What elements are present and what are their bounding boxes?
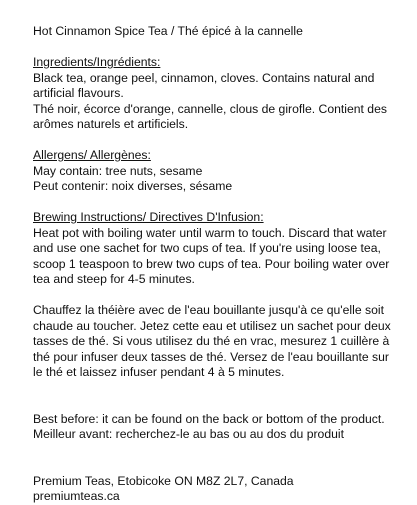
allergens-heading: Allergens/ Allergènes: [33,148,151,162]
brewing-english-line: scoop 1 teaspoon to brew two cups of tea. Pour boiling water over [33,256,390,271]
allergens-line: May contain: tree nuts, sesame [33,163,203,178]
brewing-french-line: Chauffez la théière avec de l'eau bouillante jusqu'à ce qu'elle soit [33,303,384,317]
ingredients-heading: Ingredients/Ingrédients: [33,55,161,69]
spacer [33,288,395,304]
brewing-english-line: and use one sachet for two cups of tea. If you're using loose tea, [33,241,381,255]
best-before-line: Best before: it can be found on the back or bottom of the product. [33,411,385,426]
spacer [33,195,395,211]
company-website: premiumteas.ca [33,489,120,503]
brewing-heading: Brewing Instructions/ Directives D'Infusion: [33,210,264,224]
allergens-line: Peut contenir: noix diverses, sésame [33,179,233,193]
brewing-french-line: le thé et laissez infuser pendant 4 à 5 minutes. [33,365,285,379]
brewing-french-line: chaude au toucher. Jetez cette eau et utilisez un sachet pour deux [33,318,391,333]
company-address: Premium Teas, Etobicoke ON M8Z 2L7, Canada [33,473,294,488]
spacer [33,133,395,149]
brewing-english-line: Heat pot with boiling water until warm to touch. Discard that water [33,225,387,240]
spacer [33,443,395,474]
brewing-french-line: thé pour infuser deux tasses de thé. Versez de l'eau bouillante sur [33,349,389,364]
ingredients-line: artificial flavours. [33,86,124,100]
spacer [33,40,395,56]
label-document [33,24,395,505]
spacer [33,381,395,412]
brewing-french-line: tasses de thé. Si vous utilisez du thé en vrac, mesurez 1 cuillère à [33,334,390,348]
ingredients-line: Thé noir, écorce d'orange, cannelle, clous de girofle. Contient des [33,101,387,116]
ingredients-line: Black tea, orange peel, cinnamon, cloves. Contains natural and [33,70,375,85]
brewing-english-line: tea and steep for 4-5 minutes. [33,272,195,286]
product-title: Hot Cinnamon Spice Tea / Thé épicé à la cannelle [33,24,303,38]
ingredients-line: arômes naturels et artificiels. [33,117,189,131]
best-before-line: Meilleur avant: recherchez-le au bas ou au dos du produit [33,427,344,441]
